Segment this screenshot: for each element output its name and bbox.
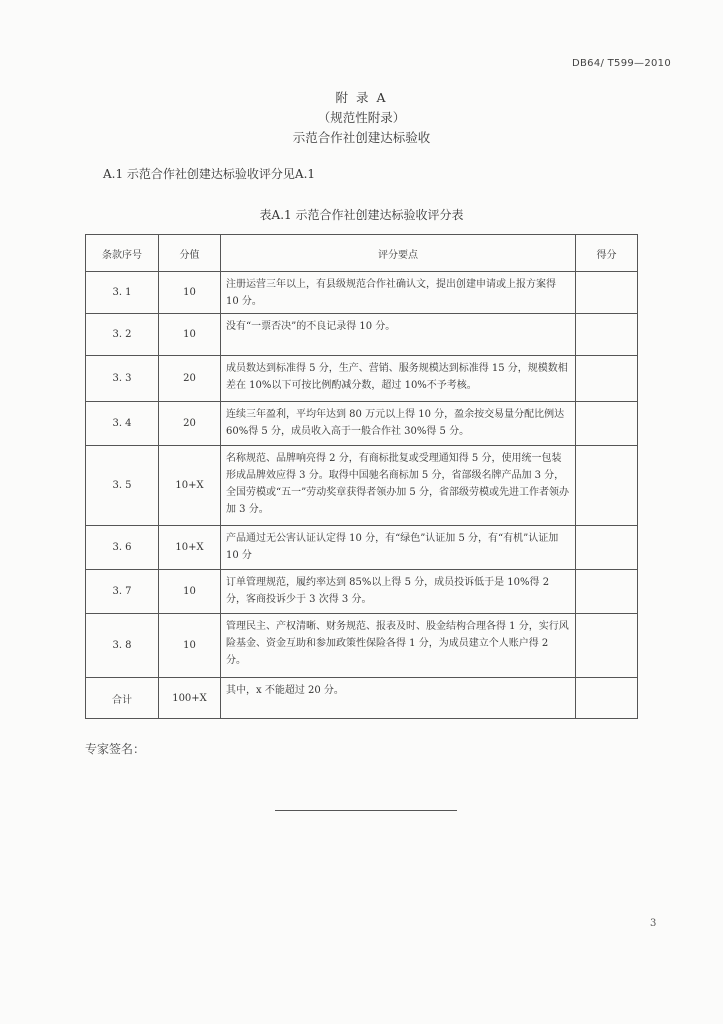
header-scoring-points: 评分要点 <box>221 235 576 272</box>
cell-result <box>576 272 638 314</box>
cell-score: 10 <box>159 614 221 678</box>
cell-clause: 3. 7 <box>86 570 159 614</box>
cell-clause: 3. 8 <box>86 614 159 678</box>
appendix-subtitle: （规范性附录） <box>317 110 406 125</box>
table-header-row <box>86 235 638 272</box>
cell-points: 名称规范、品牌响亮得 2 分，有商标批复或受理通知得 5 分，使用统一包装形成品牌效应得 3 分。取得中国驰名商标加 5 分，省部级名牌产品加 3 分，全国劳模或“五一”劳动奖章获得者领办加 5 分，省部级劳模或先进工作者领办加 3 分。 <box>221 446 576 526</box>
expert-signature-label: 专家签名： <box>85 742 146 756</box>
table-row <box>86 272 638 314</box>
appendix-name: 示范合作社创建达标验收 <box>292 130 431 145</box>
cell-score: 10+X <box>159 526 221 570</box>
cell-points: 注册运营三年以上，有县级规范合作社确认文，提出创建申请或上报方案得 10 分。 <box>221 272 576 314</box>
cell-clause: 3. 2 <box>86 314 159 356</box>
table-row <box>86 614 638 678</box>
table-row <box>86 356 638 402</box>
table-row <box>86 678 638 719</box>
table-row <box>86 570 638 614</box>
document-code: DB64/ T599—2010 <box>572 58 671 69</box>
cell-points: 订单管理规范，履约率达到 85%以上得 5 分，成员投诉低于是 10%得 2 分，客商投诉少于 3 次得 3 分。 <box>221 570 576 614</box>
cell-points: 没有“一票否决”的不良记录得 10 分。 <box>221 314 576 356</box>
table-row <box>86 526 638 570</box>
table-row <box>86 446 638 526</box>
cell-result <box>576 570 638 614</box>
cell-score: 20 <box>159 402 221 446</box>
cell-points: 管理民主、产权清晰、财务规范、报表及时、股金结构合理各得 1 分，实行风险基金、资金互助和参加政策性保险各得 1 分，为成员建立个人账户得 2 分。 <box>221 614 576 678</box>
cell-result <box>576 614 638 678</box>
cell-score: 20 <box>159 356 221 402</box>
cell-result <box>576 446 638 526</box>
header-clause-no: 条款序号 <box>86 235 159 272</box>
cell-score: 10+X <box>159 446 221 526</box>
header-result: 得分 <box>576 235 638 272</box>
cell-clause: 3. 6 <box>86 526 159 570</box>
cell-points: 连续三年盈利，平均年达到 80 万元以上得 10 分，盈余按交易量分配比例达 60%得 5 分，成员收入高于一般合作社 30%得 5 分。 <box>221 402 576 446</box>
cell-clause: 3. 1 <box>86 272 159 314</box>
cell-points: 产品通过无公害认证认定得 10 分，有“绿色”认证加 5 分，有“有机”认证加 10 分 <box>221 526 576 570</box>
header-score: 分值 <box>159 235 221 272</box>
cell-clause: 3. 4 <box>86 402 159 446</box>
cell-result <box>576 356 638 402</box>
cell-points: 其中，x 不能超过 20 分。 <box>221 678 576 719</box>
cell-clause: 合计 <box>86 678 159 719</box>
table-row <box>86 402 638 446</box>
cell-result <box>576 526 638 570</box>
scoring-table <box>85 234 638 719</box>
cell-result <box>576 678 638 719</box>
cell-score: 10 <box>159 314 221 356</box>
appendix-title: 附 录 A <box>335 90 388 105</box>
clause-a1: A.1 示范合作社创建达标验收评分见A.1 <box>103 167 316 181</box>
cell-clause: 3. 5 <box>86 446 159 526</box>
cell-score: 10 <box>159 272 221 314</box>
cell-result <box>576 402 638 446</box>
cell-points: 成员数达到标准得 5 分，生产、营销、服务规模达到标准得 15 分，规模数相差在 10%以下可按比例酌减分数，超过 10%不予考核。 <box>221 356 576 402</box>
cell-clause: 3. 3 <box>86 356 159 402</box>
table-row <box>86 314 638 356</box>
cell-score: 100+X <box>159 678 221 719</box>
table-caption: 表A.1 示范合作社创建达标验收评分表 <box>259 208 464 222</box>
page-number: 3 <box>650 918 657 929</box>
signature-line <box>275 810 457 811</box>
cell-result <box>576 314 638 356</box>
cell-score: 10 <box>159 570 221 614</box>
